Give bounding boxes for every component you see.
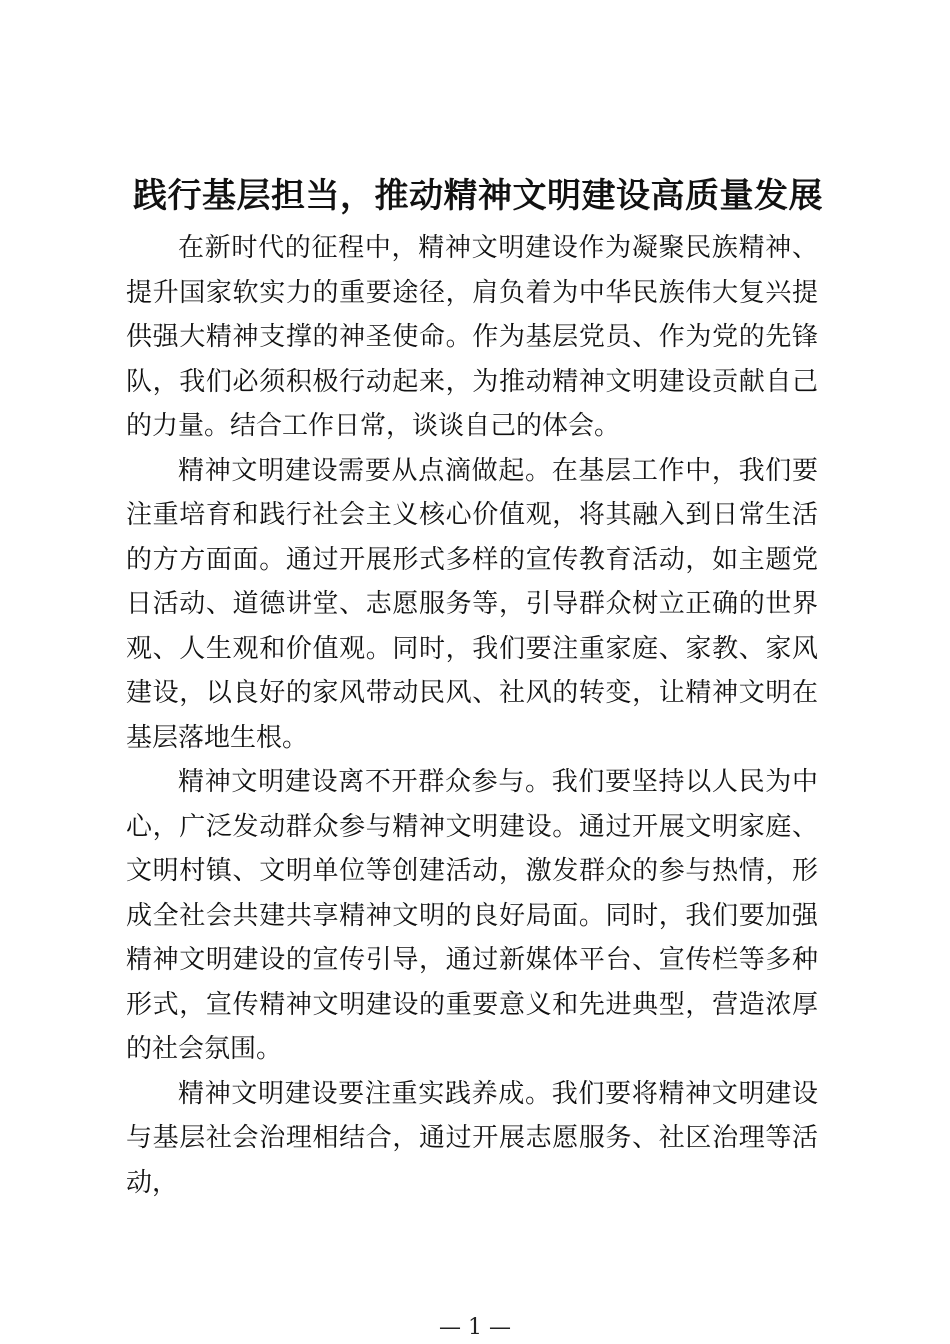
paragraph-1: 在新时代的征程中，精神文明建设作为凝聚民族精神、提升国家软实力的重要途径，肩负着为中华民族伟大复兴提供强大精神支撑的神圣使命。作为基层党员、作为党的先锋队，我们必须积极行动起来，为推动精神文明建设贡献自己的力量。结合工作日常，谈谈自己的体会。 [126,233,818,441]
page-number: — 1 — [439,1315,511,1340]
document-body [126,226,818,1205]
paragraph-4: 精神文明建设要注重实践养成。我们要将精神文明建设与基层社会治理相结合，通过开展志愿服务、社区治理等活动， [126,1078,818,1198]
document-title: 践行基层担当，推动精神文明建设高质量发展 [133,176,823,216]
paragraph-3: 精神文明建设离不开群众参与。我们要坚持以人民为中心，广泛发动群众参与精神文明建设。通过开展文明家庭、文明村镇、文明单位等创建活动，激发群众的参与热情，形成全社会共建共享精神文明的良好局面。同时，我们要加强精神文明建设的宣传引导，通过新媒体平台、宣传栏等多种形式，宣传精神文明建设的重要意义和先进典型，营造浓厚的社会氛围。 [126,767,818,1064]
paragraph-2: 精神文明建设需要从点滴做起。在基层工作中，我们要注重培育和践行社会主义核心价值观，将其融入到日常生活的方方面面。通过开展形式多样的宣传教育活动，如主题党日活动、道德讲堂、志愿服务等，引导群众树立正确的世界观、人生观和价值观。同时，我们要注重家庭、家教、家风建设，以良好的家风带动民风、社风的转变，让精神文明在基层落地生根。 [126,455,818,753]
